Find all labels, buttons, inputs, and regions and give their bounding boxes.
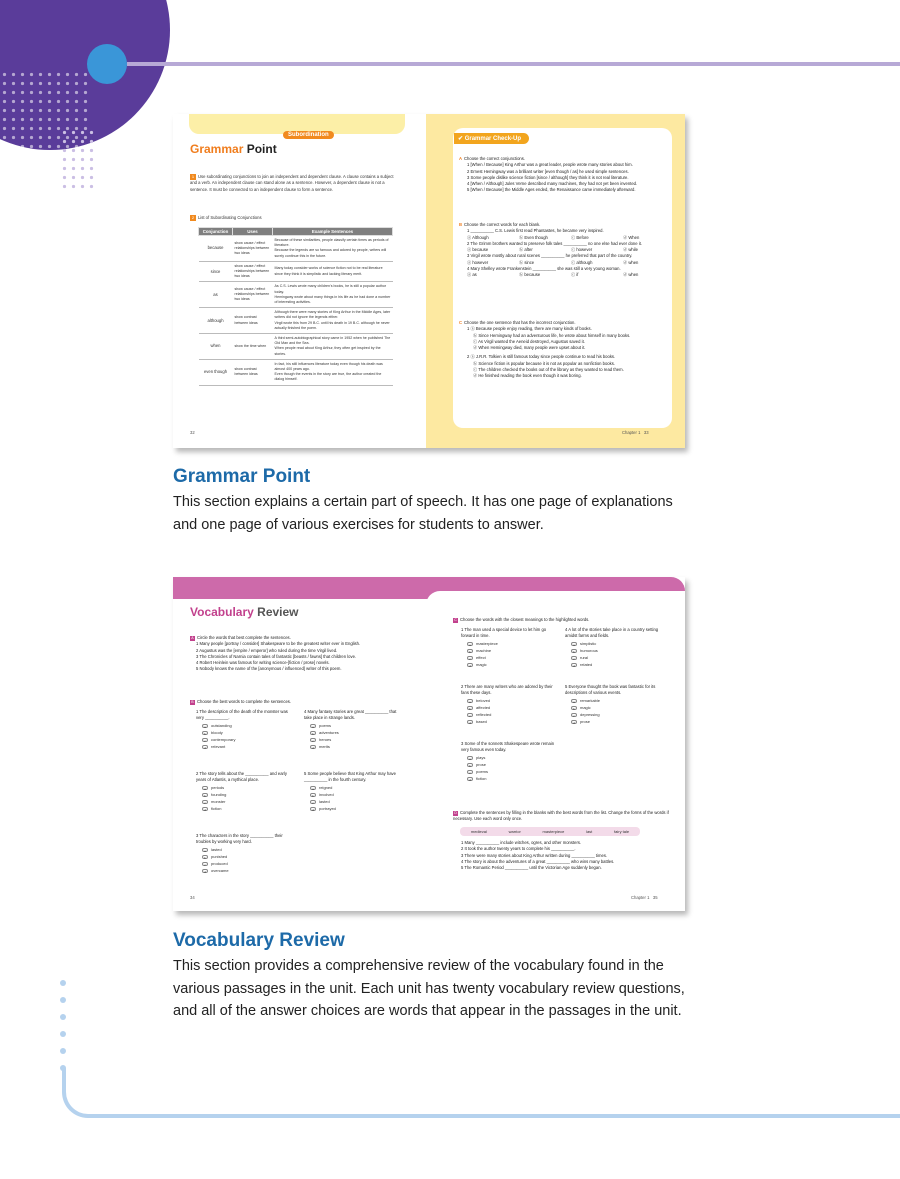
answer-option: ⓒ Before — [571, 234, 589, 240]
question-item: 1 The man used a special device to let him go forward in time. — [461, 627, 547, 639]
answer-option: reflected — [476, 711, 492, 717]
answer-option: ⓐ as — [467, 272, 477, 278]
answer-option: prose — [580, 718, 591, 724]
example-sentence: Virgil wrote this from 29 B.C. until his death in 19 B.C. although he never actually finished the poem. — [274, 320, 390, 330]
question-item: 2 The Grimm brothers wanted to preserve folk tales __________ no one else had ever done it. — [467, 240, 642, 246]
answer-option: ⓑ after — [519, 247, 533, 253]
section-letter: A — [459, 156, 463, 161]
answer-option: magic — [476, 661, 487, 667]
answer-option: ⓑ because — [519, 272, 541, 278]
checkup-tag-label: Grammar Check-Up — [464, 136, 522, 142]
question-item: 1 [When / Because] King Arthur was a great leader, people wrote many stories about him. — [467, 162, 633, 168]
answer-option: portrayed — [319, 805, 336, 811]
example-cell — [273, 236, 393, 262]
answer-option: depressing — [580, 711, 600, 717]
example-cell — [273, 282, 393, 308]
answer-option: ⓑ Even though — [519, 234, 548, 240]
answer-option: 1 ⓐ Because people enjoy reading, there are many kinds of books. — [467, 326, 592, 332]
section-a-title: Circle the words that best complete the sentences. — [197, 635, 291, 640]
example-sentence: When people read about King Arthur, they often get inspired by the stories. — [274, 346, 381, 356]
vocab-section-d-items — [461, 840, 676, 871]
section-d-title: Complete the sentences by filling in the blanks with the best words from the list. Change the forms of the words if necessary. Use each word only once. — [453, 810, 669, 822]
table-row — [199, 261, 393, 282]
question-item: 1 Many __________ include witches, ogres, and other monsters. — [461, 840, 582, 845]
answer-option: overcame — [211, 867, 229, 873]
question-item: 2 Ernest Hemingway was a brilliant writer [even though / as] he used simple sentences. — [467, 168, 629, 174]
section-letter: C — [454, 618, 457, 622]
answer-option: ⓒ As Virgil wanted the Aeneid destroyed, Augustus saved it. — [473, 338, 585, 344]
answer-option: ⓒ The children checked the books out of the library as they wanted to read them. — [473, 367, 624, 373]
question-item: 4 [When / Although] Jules Verne described many machines, they had not yet been invented. — [467, 181, 638, 187]
answer-option: ⓑ Science fiction is popular because it is not as popular as nonfiction books. — [473, 360, 615, 366]
answer-option: adventures — [319, 729, 339, 735]
check-icon: ✔ — [458, 136, 465, 142]
use-cell: show cause / effect relationships between two ideas — [233, 282, 273, 308]
answer-option: ⓓ He finished reading the book even though it was boring. — [473, 373, 582, 379]
answer-option: ⓑ since — [519, 259, 535, 265]
decorative-blue-dot — [87, 44, 127, 84]
question-item: 5 Nobody knows the name of the [anonymous / influenced] writer of this poem. — [196, 666, 342, 672]
question-item: 3 Virgil wrote mostly about rural scenes __________ he preferred that part of the country. — [467, 253, 633, 259]
subordination-tag: Subordination — [283, 131, 334, 139]
example-sentence: A third semi-autobiographical story came in 1952 when he published The Old Man and the Sea. — [274, 336, 391, 346]
page-number: 35 — [652, 895, 658, 900]
answer-option: involved — [319, 791, 334, 797]
question-item: 2 It took the author twenty years to complete his __________. — [461, 846, 576, 852]
answer-option: plays — [476, 754, 486, 760]
example-sentence: Even though the events in the story are true, the author created the dialog himself. — [274, 372, 382, 382]
section-letter: B — [459, 222, 463, 227]
vocabulary-page-title — [190, 605, 299, 619]
answer-option: founding — [211, 791, 227, 797]
question-item: 1 Many people [portray / consider] Shakespeare to be the greatest writer ever in English. — [196, 641, 361, 647]
table-row — [199, 334, 393, 360]
section-c-title: Choose the words with the closest meanings to the highlighted words. — [460, 617, 590, 622]
section-letter: C — [459, 320, 463, 325]
example-sentence: Because the legends are so famous and adored by people, writers will surely continue this in the future. — [274, 248, 387, 258]
point-title-word: Point — [243, 142, 277, 156]
table-header: Uses — [233, 228, 273, 236]
answer-option: ⓒ however — [571, 247, 593, 253]
explanation-text: Use subordinating conjunctions to join an independent and dependent clause. A clause contains a subject and a verb. An independent clause can stand alone as a sentence. However, a dependent clause is not a sentence. It must be connected to an independent clause to form a sentence. — [190, 174, 394, 192]
question-item: 2 There are many writers who are adored by their fans these days. — [461, 684, 553, 696]
question-item: 3 Some of the sonnets Shakespeare wrote remain very famous even today. — [461, 741, 555, 753]
question-item: 3 The characters in the story __________ their troubles by working very hard. — [196, 833, 283, 845]
answer-option: ⓓ When — [623, 234, 640, 240]
chapter-number: 1 — [638, 430, 641, 435]
grammar-point-description: This section explains a certain part of speech. It has one page of explanations and one page of various exercises for students to answer. — [173, 494, 673, 533]
answer-option: lasted — [211, 846, 222, 852]
answer-option: ⓑ Since Hemingway had an adventurous life, he wrote about himself in many books. — [473, 332, 631, 338]
question-item: 4 A lot of the stories take place in a country setting amidst farms and fields. — [565, 627, 659, 639]
word-bank-item: warrior — [508, 829, 521, 834]
chapter-label: Chapter — [622, 430, 637, 435]
question-block: 3 The characters in the story __________ their troubles by working very hard. a lasted b punished c produced d overcame — [196, 833, 296, 874]
grammar-left-page — [173, 114, 426, 448]
use-cell: show contrast between ideas — [233, 308, 273, 334]
vocab-section-b-title — [190, 699, 420, 705]
grammar-right-page — [426, 114, 685, 448]
decorative-bottom-line — [62, 1068, 900, 1118]
answer-option: poems — [476, 768, 489, 774]
answer-option: contemporary — [211, 736, 236, 742]
question-item: 4 Mary Shelley wrote Frankenstein __________ she was still a very young woman. — [467, 266, 621, 272]
question-item: 3 The Chronicles of Narnia contain tales of fantastic [beasts / fawns] that children love. — [196, 653, 357, 659]
list-heading-text: List of Subordinating Conjunctions — [198, 215, 262, 220]
answer-option: related — [580, 661, 593, 667]
answer-option: rural — [580, 654, 589, 660]
answer-option: simplistic — [580, 640, 597, 646]
table-row — [199, 282, 393, 308]
answer-option: ⓐ because — [467, 247, 489, 253]
answer-option: fiction — [476, 775, 487, 781]
grammar-page-title — [190, 142, 277, 156]
page-footer — [622, 430, 649, 435]
question-item: 5 The Romantic Period __________ until the Victorian Age suddenly began. — [461, 865, 602, 871]
word-bank-item: masterpiece — [542, 829, 565, 834]
grammar-point-spread-image — [173, 114, 685, 448]
question-block: 5 Some people believe that King Arthur may have __________ in the fourth century. a reigned b involved c lasted d portrayed — [304, 771, 404, 812]
question-block: 1 The man used a special device to let him go forward in time. a masterpiece b machine c effect d magic — [461, 627, 561, 668]
answer-option: merits — [319, 743, 330, 749]
checkup-section-b — [459, 222, 669, 279]
section-letter: B — [191, 700, 194, 704]
answer-option: produced — [211, 860, 228, 866]
section-c-title: Choose the one sentence that has the incorrect conjunction. — [464, 320, 576, 325]
grammar-title-word: Grammar — [190, 142, 244, 156]
vocabulary-review-heading: Vocabulary Review — [173, 930, 345, 951]
answer-option: heroes — [319, 736, 332, 742]
table-header: Conjunction — [199, 228, 233, 236]
answer-option: affected — [476, 704, 491, 710]
example-cell — [273, 261, 393, 282]
question-item: 5 Everyone thought the book was fantastic for its descriptions of various events. — [565, 684, 656, 696]
question-block: 2 The story tells about the __________ and early years of Atlantis, a mythical place. a periods b founding c monster d fiction — [196, 771, 296, 812]
answer-option: masterpiece — [476, 640, 498, 646]
answer-option: ⓓ when — [623, 272, 639, 278]
question-item: 5 [When / Because] the Middle Ages ended, the Renaissance came immediately afterward. — [467, 187, 636, 193]
vocab-section-a — [190, 635, 420, 673]
use-cell: show contrast between ideas — [233, 359, 273, 385]
answer-option: periods — [211, 784, 225, 790]
vocab-section-c-title — [453, 617, 678, 623]
answer-option: ⓓ while — [623, 247, 638, 253]
answer-option: ⓓ When Hemingway died, many people were upset about it. — [473, 345, 586, 351]
conjunction-table — [198, 227, 393, 386]
example-sentence: Although there were many stories of King Arthur in the Middle Ages, later writers did not ignore the legends either. — [274, 310, 391, 320]
answer-option: bloody — [211, 729, 223, 735]
vocab-section-d-title — [453, 810, 678, 823]
conjunction-cell: even though — [199, 359, 233, 385]
answer-option: poems — [319, 722, 332, 728]
conjunction-cell: since — [199, 261, 233, 282]
example-sentence: Many today consider works of science fiction not to be real literature since they think it is simplistic and lacking literary merit. — [274, 266, 383, 276]
decorative-vertical-dots — [60, 980, 68, 1082]
answer-option: reigned — [319, 784, 333, 790]
section-letter: A — [191, 636, 194, 640]
table-row — [199, 308, 393, 334]
question-block: 2 There are many writers who are adored by their fans these days. a beloved b affected c reflected d based — [461, 684, 561, 725]
answer-option: ⓒ although — [571, 259, 593, 265]
question-item: 4 Many fantasy stories are great __________ that take place in strange lands. — [304, 709, 397, 721]
answer-option: based — [476, 718, 487, 724]
answer-option: 2 ⓐ J.R.R. Tolkien is still famous today since people continue to read his books. — [467, 354, 616, 360]
grammar-checkup-tag — [454, 133, 529, 144]
conjunction-cell: because — [199, 236, 233, 262]
answer-option: outstanding — [211, 722, 232, 728]
question-block: 5 Everyone thought the book was fantastic for its descriptions of various events. a remarkable b magic c depressing d prose — [565, 684, 665, 725]
answer-option: lasted — [319, 798, 330, 804]
example-cell — [273, 359, 393, 385]
answer-option: fiction — [211, 805, 222, 811]
use-cell: show cause / effect relationships between two ideas — [233, 236, 273, 262]
question-item: 2 Augustus was the [empire / emperor] who ruled during the time Virgil lived. — [196, 647, 338, 653]
question-item: 5 Some people believe that King Arthur may have __________ in the fourth century. — [304, 771, 396, 783]
example-sentence: In fact, his still influences literature today even though his death was almost 400 years ago. — [274, 361, 383, 372]
word-bank-item: last — [586, 829, 593, 834]
answer-option: punished — [211, 853, 228, 859]
word-bank — [460, 827, 640, 836]
table-row — [199, 236, 393, 262]
answer-option: ⓐ Although — [467, 234, 489, 240]
table-row — [199, 359, 393, 385]
example-sentence: Hemingway wrote about many things in his life as he had done a number of interesting activities. — [274, 294, 391, 305]
question-item: 3 Some people dislike science fiction [since / although] they think it is not real literature. — [467, 174, 629, 180]
answer-option: prose — [476, 761, 487, 767]
word-bank-item: fairy tale — [614, 829, 630, 834]
question-block: 1 The description of the death of the monster was very __________. a outstanding b bloody c contemporary d relevant — [196, 709, 296, 750]
question-item: 4 The story is about the adventures of a great __________ who wins many battles. — [461, 858, 615, 864]
question-item: 3 There were many stories about King Arthur written during __________ times. — [461, 852, 608, 858]
conjunction-cell: although — [199, 308, 233, 334]
section-letter: D — [454, 811, 457, 815]
example-sentence: As C.S. Lewis wrote many children's books, he is still a popular author today. — [274, 284, 387, 294]
section-a-title: Choose the correct conjunctions. — [464, 156, 526, 161]
decorative-top-line — [127, 62, 900, 66]
example-sentence: Because of these similarities, people classify certain times as periods of literature. — [274, 238, 389, 248]
vocabulary-review-spread-image — [173, 577, 685, 911]
grammar-explanation — [190, 174, 400, 193]
answer-option: beloved — [476, 697, 491, 703]
answer-option: magic — [580, 704, 591, 710]
grammar-point-heading: Grammar Point — [173, 466, 311, 487]
list-number: 2 — [191, 215, 195, 220]
answer-option: remarkable — [580, 697, 601, 703]
answer-option: ⓒ if — [571, 272, 579, 278]
page-footer — [631, 895, 658, 900]
example-cell — [273, 334, 393, 360]
chapter-label: Chapter — [631, 895, 646, 900]
decorative-dot-grid-light — [60, 128, 96, 192]
answer-option: humorous — [580, 647, 598, 653]
answer-option: ⓓ when — [623, 259, 639, 265]
answer-option: relevant — [211, 743, 226, 749]
question-item: 1 The description of the death of the monster was very __________. — [196, 709, 288, 721]
section-b-title: Choose the correct words for each blank. — [464, 222, 541, 227]
question-item: 1 __________ C.S. Lewis first read Phantastes, he became very inspired. — [467, 228, 604, 234]
question-block: 4 Many fantasy stories are great __________ that take place in strange lands. a poems b adventures c heroes d merits — [304, 709, 404, 750]
use-cell: show cause / effect relationships between two ideas — [233, 261, 273, 282]
chapter-number: 1 — [647, 895, 650, 900]
answer-option: machine — [476, 647, 492, 653]
question-item: 2 The story tells about the __________ and early years of Atlantis, a mythical place. — [196, 771, 287, 783]
conjunction-list-heading — [190, 215, 262, 221]
use-cell: show the time when — [233, 334, 273, 360]
answer-option: monster — [211, 798, 226, 804]
answer-option: effect — [476, 654, 486, 660]
conjunction-cell: when — [199, 334, 233, 360]
conjunction-cell: as — [199, 282, 233, 308]
vocabulary-review-description: This section provides a comprehensive review of the vocabulary found in the various passages in the unit. Each unit has twenty vocabulary review questions, and all of the answer choices are words that appear in the passages in the unit. — [173, 958, 685, 1019]
question-block: 4 A lot of the stories take place in a country setting amidst farms and fields. a simplistic b humorous c rural d related — [565, 627, 665, 668]
vocabulary-title-word: Vocabulary — [190, 605, 254, 619]
page-number: 34 — [190, 895, 195, 900]
answer-option: ⓐ however — [467, 259, 489, 265]
example-cell — [273, 308, 393, 334]
checkup-section-c — [459, 320, 669, 380]
page-number: 32 — [190, 430, 195, 435]
explanation-number: 1 — [191, 174, 195, 179]
word-bank-item: medieval — [470, 829, 487, 834]
section-b-title: Choose the best words to complete the sentences. — [197, 699, 292, 704]
question-item: 4 Robert Heinlein was famous for writing science-[fiction / prose] novels. — [196, 660, 330, 666]
page-number: 33 — [643, 430, 649, 435]
table-header: Example Sentences — [273, 228, 393, 236]
review-title-word: Review — [253, 605, 299, 619]
question-block: 3 Some of the sonnets Shakespeare wrote remain very famous even today. a plays b prose c poems d fiction — [461, 741, 561, 782]
checkup-section-a — [459, 156, 669, 194]
